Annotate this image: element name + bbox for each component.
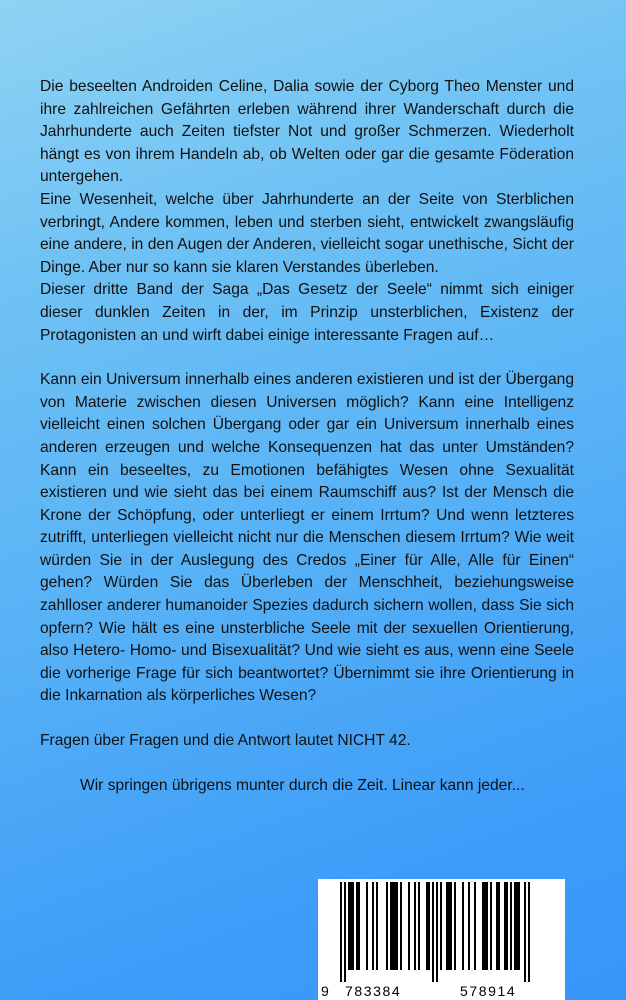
- barcode-bar: [350, 882, 352, 970]
- barcode-bar: [510, 882, 512, 970]
- paragraph-spacer: [40, 708, 574, 730]
- barcode-bar: [392, 882, 394, 970]
- barcode-bar: [386, 882, 388, 970]
- barcode-bar: [372, 882, 374, 970]
- barcode-bar: [358, 882, 360, 970]
- barcode-bar: [340, 882, 342, 982]
- barcode-bar: [400, 882, 402, 970]
- blurb-paragraph-6: Wir springen übrigens munter durch die Zeit. Linear kann jeder...: [80, 776, 525, 794]
- barcode-bar: [428, 882, 430, 970]
- barcode-bar: [474, 882, 476, 970]
- barcode-bar: [454, 882, 456, 970]
- barcode-bar: [468, 882, 470, 970]
- barcode-left-digits: 783384: [345, 983, 402, 999]
- barcode-bar: [498, 882, 500, 970]
- barcode-bar: [376, 882, 378, 970]
- barcode-bar: [448, 882, 450, 970]
- paragraph-spacer: [40, 347, 574, 369]
- barcode-bar: [462, 882, 464, 970]
- barcode-bar: [394, 882, 396, 970]
- barcode-bar: [426, 882, 428, 970]
- barcode-first-digit: 9: [321, 983, 331, 999]
- barcode-bar: [490, 882, 492, 970]
- barcode-bar: [436, 882, 438, 982]
- barcode-bar: [504, 882, 506, 970]
- barcode-bar: [514, 882, 516, 970]
- barcode-bar: [396, 882, 398, 970]
- barcode-bars: [324, 882, 560, 982]
- blurb-paragraph-3: Dieser dritte Band der Saga „Das Gesetz der Seele“ nimmt sich einiger dieser dunklen Zeiten in der, im Prinzip unsterblichen, Existenz der Protagonisten an und wirft dabei einige interessante Fragen auf…: [40, 281, 574, 344]
- blurb-paragraph-4: Kann ein Universum innerhalb eines anderen existieren und ist der Übergang von Materie zwischen diesen Universen möglich? Kann eine Intelligenz vielleicht einen solchen Übergang oder gar ein Universum innerhalb eines anderen erzeugen und welche Konsequenzen hat das unter Umständen? Kann ein beseeltes, zu Emotionen befähigtes Wesen ohne Sexualität existieren und wie sieht das bei einem Raumschiff aus? Ist der Mensch die Krone der Schöpfung, oder unterliegt er einem Irrtum? Und wenn letzteres zutrifft, unterliegen vielleicht nicht nur die Menschen diesem Irrtum? Wie weit würden Sie in der Auslegung des Credos „Einer für Alle, Alle für Einen“ gehen? Würden Sie das Überleben der Menschheit, beziehungsweise zahlloser anderer humanoider Spezies dadurch sichern wollen, dass Sie sich opfern? Wie hält es eine unsterbliche Seele mit der sexuellen Orientierung, also Hetero- Homo- und Bisexualität? Und wie sieht es aus, wenn eine Seele die vorherige Frage für sich beantwortet? Übernimmt sie ihre Orientierung in die Inkarnation als körperliches Wesen?: [40, 371, 574, 705]
- barcode-bar: [408, 882, 410, 970]
- blurb-paragraph-5: Fragen über Fragen und die Antwort lautet NICHT 42.: [40, 732, 411, 750]
- barcode-bar: [518, 882, 520, 970]
- barcode-bar: [516, 882, 518, 970]
- barcode-bar: [496, 882, 498, 970]
- barcode-bar: [366, 882, 368, 970]
- barcode-bar: [352, 882, 354, 970]
- barcode-bar: [524, 882, 526, 982]
- barcode-bar: [356, 882, 358, 970]
- barcode-bar: [390, 882, 392, 970]
- barcode-bar: [446, 882, 448, 970]
- back-cover-blurb: [40, 76, 574, 797]
- barcode-bar: [344, 882, 346, 982]
- paragraph-spacer: [40, 753, 574, 775]
- blurb-paragraph-2: Eine Wesenheit, welche über Jahrhunderte an der Seite von Sterblichen verbringt, Andere kommen, leben und sterben sieht, entwickelt zwangsläufig eine andere, in den Augen der Anderen, vielleicht sogar unethische, Sicht der Dinge. Aber nur so kann sie klaren Verstandes überleben.: [40, 190, 574, 276]
- barcode-bar: [482, 882, 484, 970]
- barcode-bar: [484, 882, 486, 970]
- isbn-barcode: [318, 879, 565, 1000]
- barcode-bar: [418, 882, 420, 970]
- barcode-right-digits: 578914: [460, 983, 517, 999]
- barcode-bar: [432, 882, 434, 982]
- barcode-bar: [348, 882, 350, 970]
- blurb-paragraph-1: Die beseelten Androiden Celine, Dalia sowie der Cyborg Theo Menster und ihre zahlreichen Gefährten erleben während ihrer Wanderschaft durch die Jahrhunderte auch Zeiten tiefster Not und großer Schmerzen. Wiederholt hängt es von ihrem Handeln ab, ob Welten oder gar die gesamte Föderation untergehen.: [40, 78, 574, 186]
- barcode-bar: [414, 882, 416, 970]
- barcode-bar: [450, 882, 452, 970]
- barcode-bar: [528, 882, 530, 982]
- barcode-bar: [440, 882, 442, 970]
- barcode-bar: [486, 882, 488, 970]
- barcode-bar: [506, 882, 508, 970]
